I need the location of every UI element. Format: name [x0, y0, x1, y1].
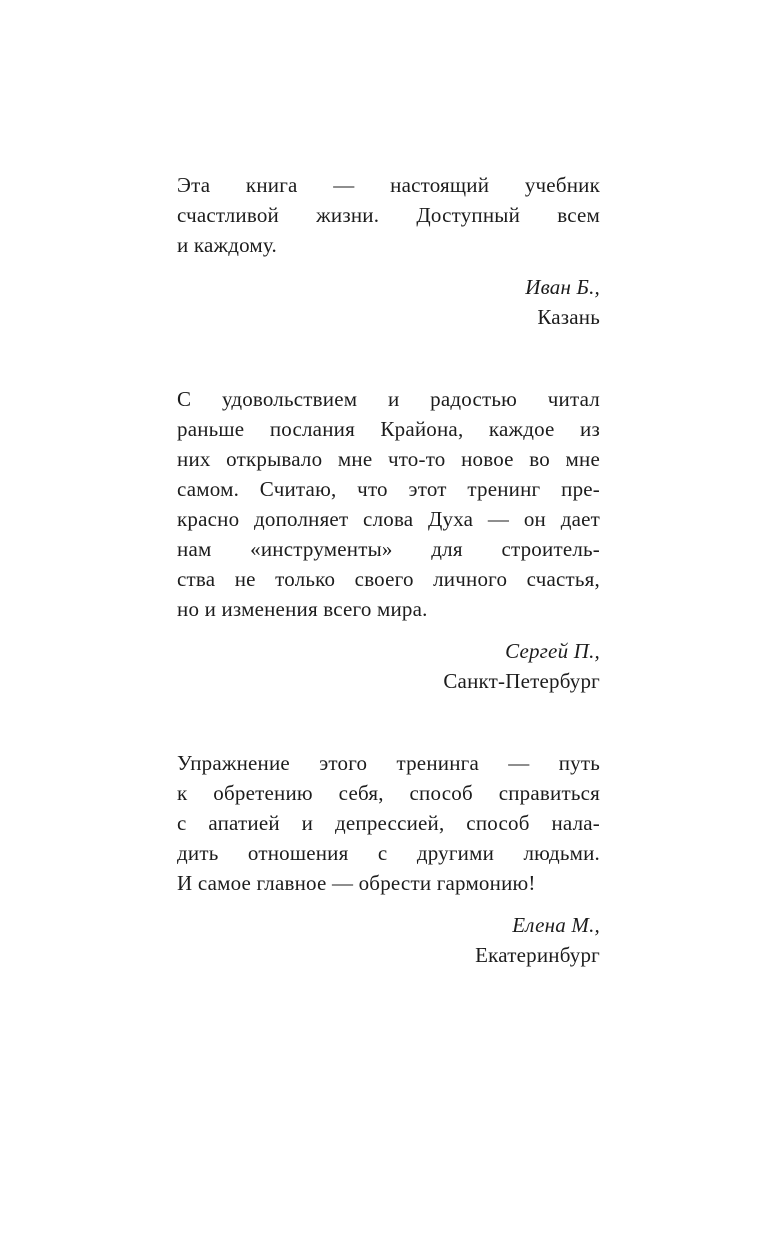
- quote-line: И самое главное — обрести гармонию!: [177, 871, 536, 895]
- testimonial-block-3: [177, 748, 600, 970]
- quote-text: [177, 384, 600, 624]
- quote-line: красно дополняет слова Духа — он дает: [177, 507, 600, 531]
- quote-line: с апатией и депрессией, способ нала-: [177, 811, 600, 835]
- attribution: [177, 910, 600, 970]
- quote-line: но и изменения всего мира.: [177, 597, 428, 621]
- quote-line: нам «инструменты» для строитель-: [177, 537, 600, 561]
- quote-line: ства не только своего личного счастья,: [177, 567, 600, 591]
- author-name: Сергей П.,: [505, 639, 600, 663]
- author-city: Санкт-Петербург: [443, 669, 600, 693]
- testimonial-block-1: [177, 170, 600, 332]
- quote-line: Эта книга — настоящий учебник: [177, 173, 600, 197]
- author-city: Екатеринбург: [475, 943, 600, 967]
- author-name: Елена М.,: [512, 913, 600, 937]
- quote-line: и каждому.: [177, 233, 277, 257]
- quote-line: них открывало мне что-то новое во мне: [177, 447, 600, 471]
- quote-line: счастливой жизни. Доступный всем: [177, 203, 600, 227]
- quote-text: [177, 170, 600, 260]
- quote-text: [177, 748, 600, 898]
- quote-line: С удовольствием и радостью читал: [177, 387, 600, 411]
- author-city: Казань: [537, 305, 600, 329]
- quote-line: раньше послания Крайона, каждое из: [177, 417, 600, 441]
- attribution: [177, 272, 600, 332]
- quote-line: самом. Считаю, что этот тренинг пре-: [177, 477, 600, 501]
- author-name: Иван Б.,: [525, 275, 600, 299]
- attribution: [177, 636, 600, 696]
- testimonial-block-2: [177, 384, 600, 696]
- quote-line: дить отношения с другими людьми.: [177, 841, 600, 865]
- quote-line: Упражнение этого тренинга — путь: [177, 751, 600, 775]
- quote-line: к обретению себя, способ справиться: [177, 781, 600, 805]
